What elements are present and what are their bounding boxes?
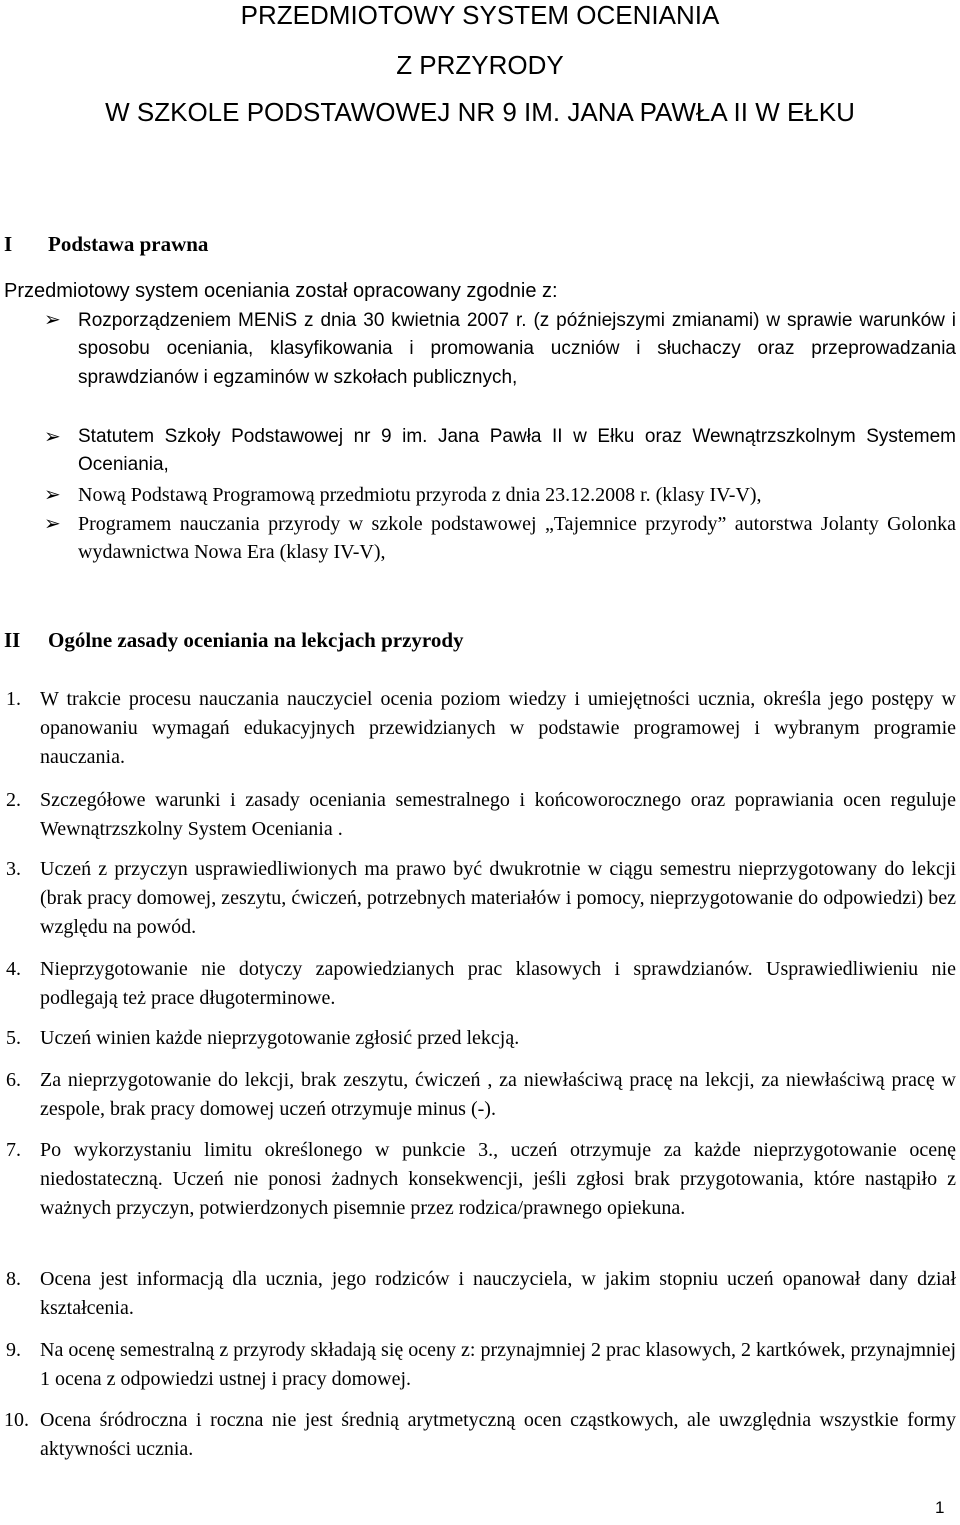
list-item-number: 6. [6, 1069, 21, 1091]
list-item: W trakcie procesu nauczania nauczyciel ocenia poziom wiedzy i umiejętności ucznia, określa jego postępy w opanowaniu wymagań edukacyjnych przewidzianych w podstawie programowej i wybranym programie nauczania. [40, 688, 956, 768]
bullet-arrow-icon: ➢ [44, 426, 61, 448]
bullet-item: Statutem Szkoły Podstawowej nr 9 im. Jana Pawła II w Ełku oraz Wewnątrzszkolnym Systemem Oceniania, [78, 426, 956, 476]
document-title-line-1: PRZEDMIOTOWY SYSTEM OCENIANIA [240, 0, 720, 30]
section-1-intro: Przedmiotowy system oceniania został opracowany zgodnie z: [4, 280, 558, 302]
section-1-heading [4, 231, 208, 257]
list-item: Szczegółowe warunki i zasady oceniania semestralnego i końcoworocznego oraz poprawiania ocen reguluje Wewnątrzszkolny System Oceniania . [40, 789, 956, 840]
list-item-number: 7. [6, 1139, 21, 1161]
list-item: Za nieprzygotowanie do lekcji, brak zeszytu, ćwiczeń , za niewłaściwą pracę na lekcji, za niewłaściwą pracę w zespole, brak pracy domowej uczeń otrzymuje minus (-). [40, 1069, 956, 1120]
bullet-arrow-icon: ➢ [44, 513, 61, 535]
list-item: Po wykorzystaniu limitu określonego w punkcie 3., uczeń otrzymuje za każde nieprzygotowanie ocenę niedostateczną. Uczeń nie ponosi żadnych konsekwencji, jeśli zgłosi brak przygotowania, które nastąpiło z ważnych przyczyn, potwierdzonych pisemnie przez rodzica/prawnego opiekuna. [40, 1139, 956, 1219]
list-item-number: 8. [6, 1268, 21, 1290]
list-item-number: 5. [6, 1027, 21, 1049]
document-title-line-3: W SZKOLE PODSTAWOWEJ NR 9 IM. JANA PAWŁA II W EŁKU [105, 97, 855, 127]
list-item-number: 3. [6, 858, 21, 880]
section-1-title: Podstawa prawna [48, 232, 209, 256]
bullet-arrow-icon: ➢ [44, 484, 61, 506]
section-2-number: II [4, 628, 21, 652]
section-2-title: Ogólne zasady oceniania na lekcjach przyrody [48, 628, 464, 652]
section-1-number: I [4, 232, 13, 256]
list-item-number: 10. [4, 1409, 29, 1431]
list-item-number: 9. [6, 1339, 21, 1361]
list-item: Uczeń winien każde nieprzygotowanie zgłosić przed lekcją. [40, 1027, 520, 1049]
list-item-number: 4. [6, 958, 21, 980]
list-item: Nieprzygotowanie nie dotyczy zapowiedzianych prac klasowych i sprawdzianów. Usprawiedliwieniu nie podlegają też prace długoterminowe. [40, 958, 956, 1009]
list-item: Uczeń z przyczyn usprawiedliwionych ma prawo być dwukrotnie w ciągu semestru nieprzygotowany do lekcji (brak pracy domowej, zeszytu, ćwiczeń, potrzebnych materiałów i pomocy, nieprzygotowanie do odpowiedzi) bez względu na powód. [40, 858, 956, 938]
bullet-item: Rozporządzeniem MENiS z dnia 30 kwietnia 2007 r. (z późniejszymi zmianami) w sprawie warunków i sposobu oceniania, klasyfikowania i promowania uczniów i słuchaczy oraz przeprowadzania sprawdzianów i egzaminów w szkołach publicznych, [78, 310, 956, 388]
section-2-heading [4, 627, 464, 653]
list-item: Ocena śródroczna i roczna nie jest średnią arytmetyczną ocen cząstkowych, ale uwzględnia wszystkie formy aktywności ucznia. [40, 1409, 956, 1460]
bullet-item: Programem nauczania przyrody w szkole podstawowej „Tajemnice przyrody” autorstwa Jolanty Golonka wydawnictwa Nowa Era (klasy IV-V), [78, 513, 956, 564]
bullet-item: Nową Podstawą Programową przedmiotu przyroda z dnia 23.12.2008 r. (klasy IV-V), [78, 484, 762, 506]
document-title-line-2: Z PRZYRODY [396, 50, 564, 80]
list-item: Ocena jest informacją dla ucznia, jego rodziców i nauczyciela, w jakim stopniu uczeń opanował dany dział kształcenia. [40, 1268, 956, 1319]
list-item-number: 1. [6, 688, 21, 710]
page-number: 1 [935, 1498, 945, 1517]
bullet-arrow-icon: ➢ [44, 309, 61, 331]
list-item-number: 2. [6, 789, 21, 811]
list-item: Na ocenę semestralną z przyrody składają się oceny z: przynajmniej 2 prac klasowych, 2 kartkówek, przynajmniej 1 ocena z odpowiedzi ustnej i pracy domowej. [40, 1339, 956, 1390]
